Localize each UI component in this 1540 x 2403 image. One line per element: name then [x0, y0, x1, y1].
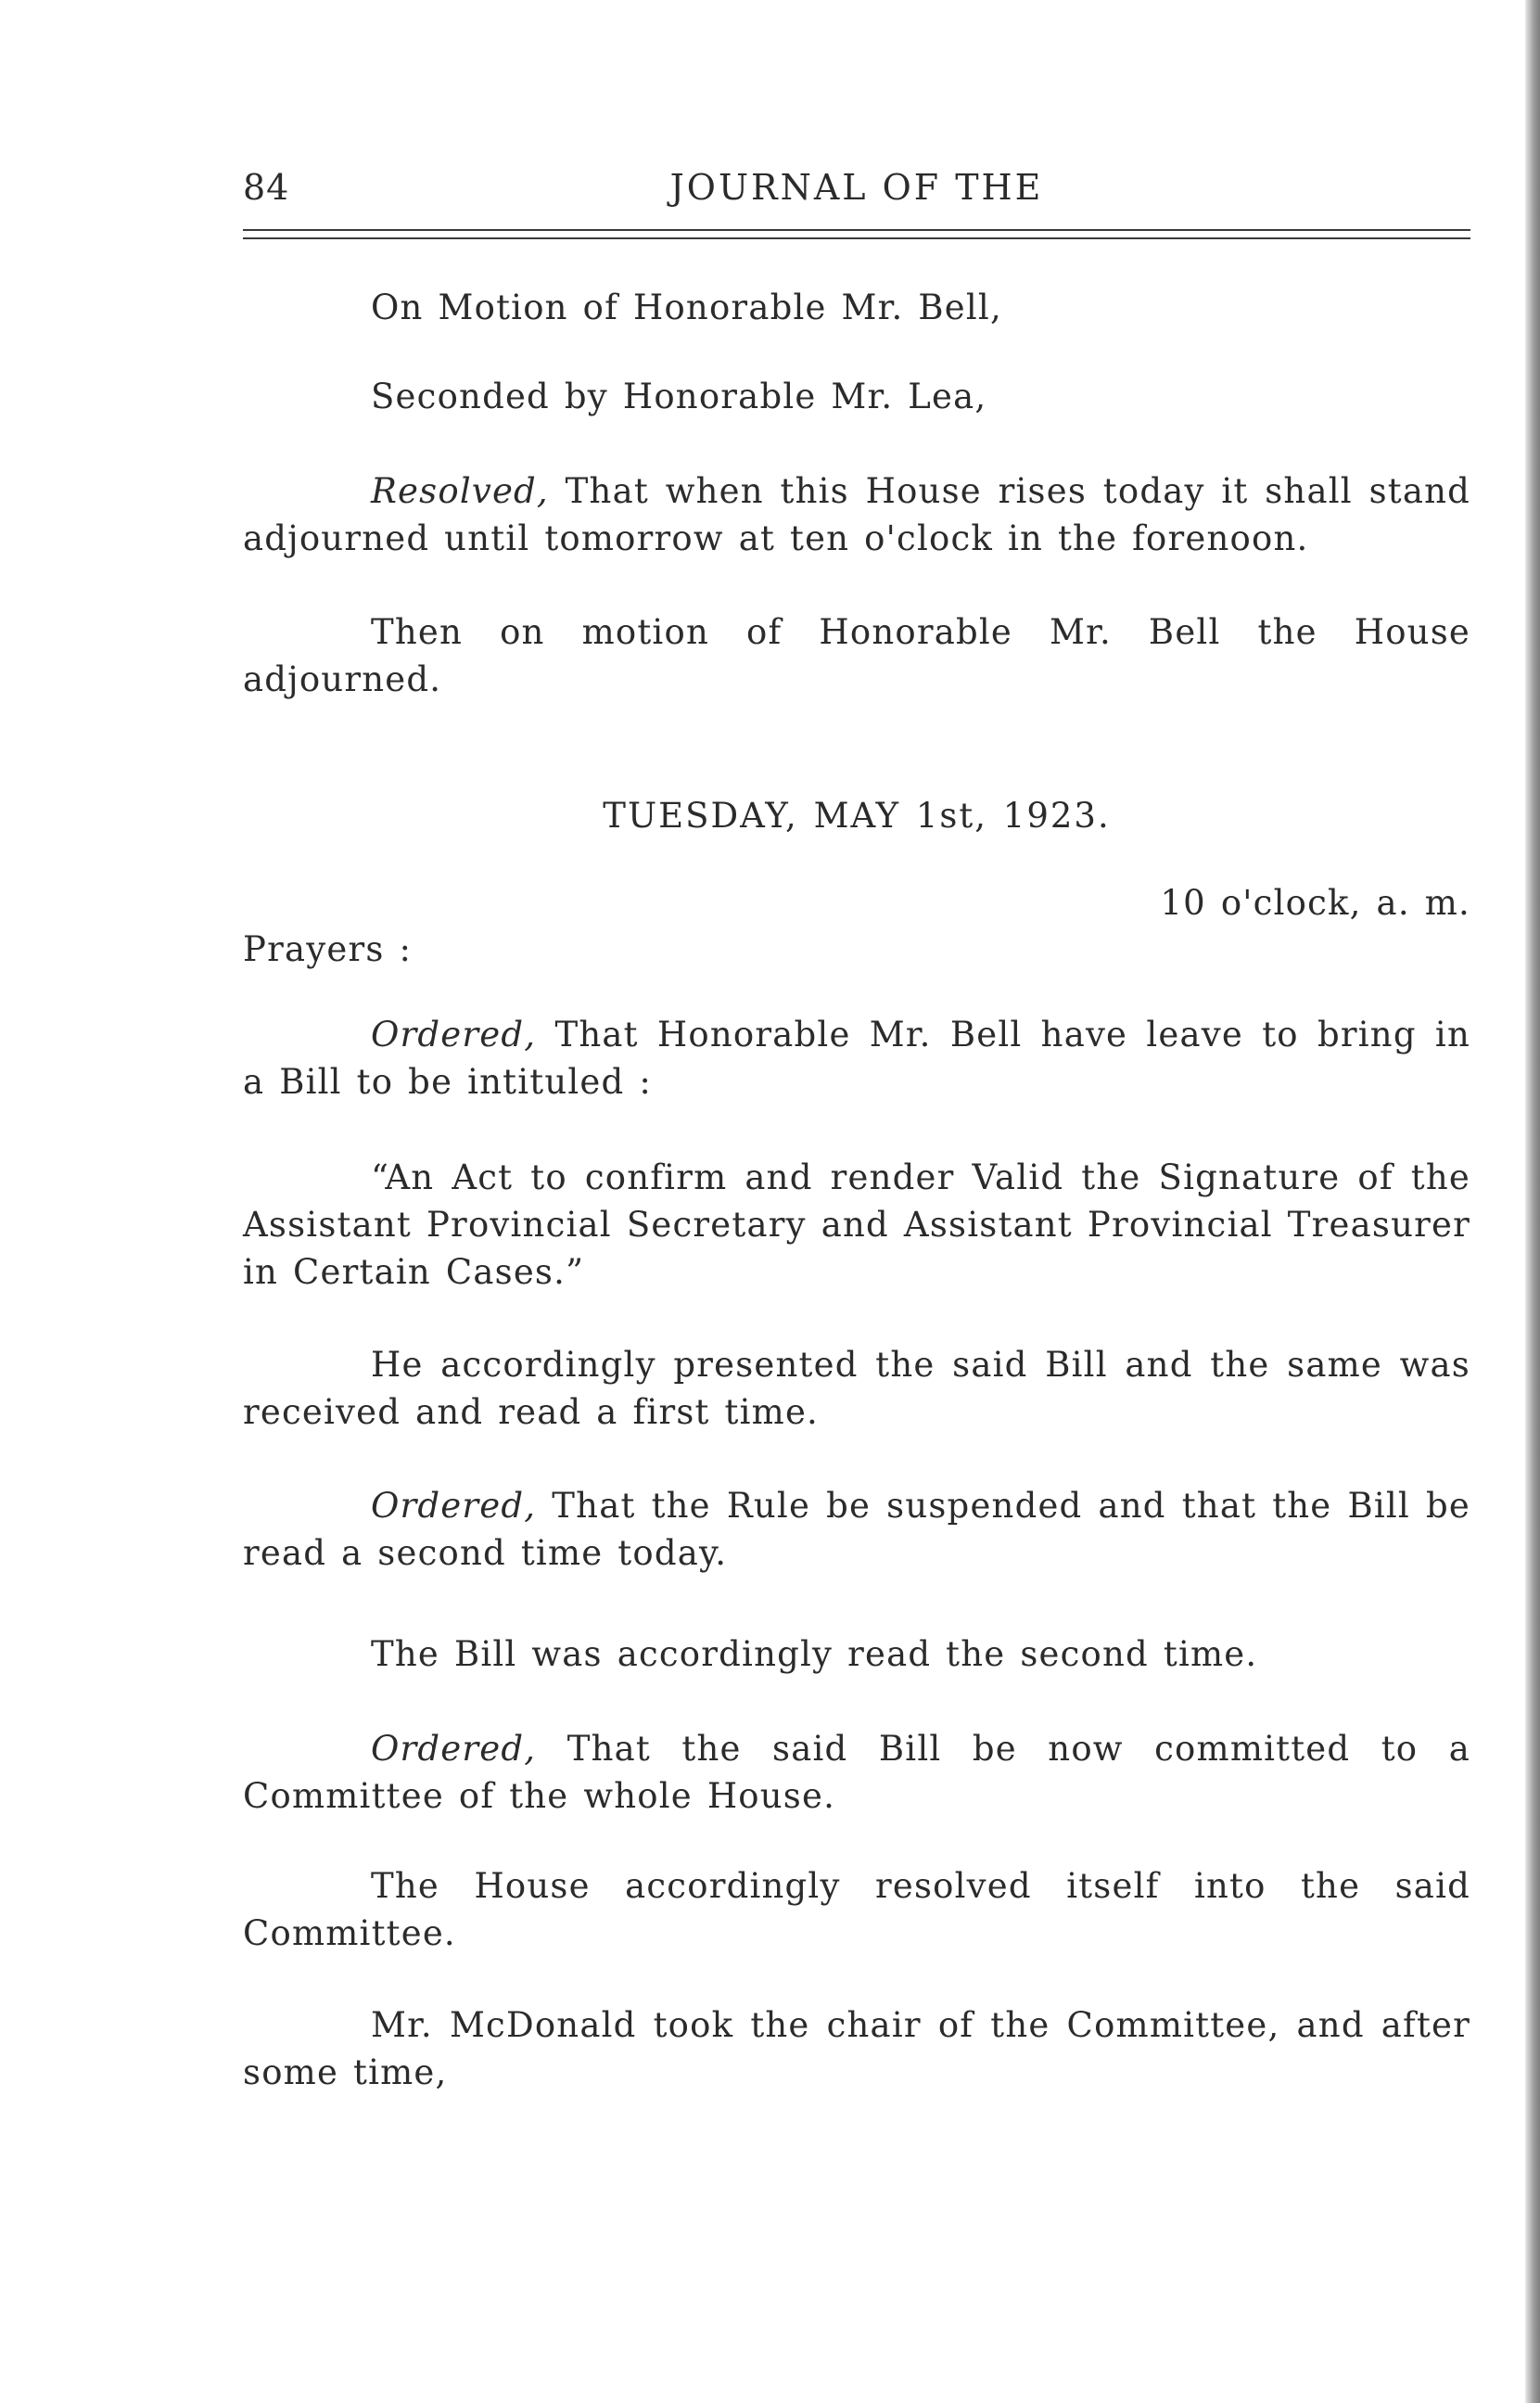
paragraph-chair	[243, 2001, 1470, 2096]
paragraph-seconded	[243, 373, 1470, 420]
paragraph-ordered-leave	[243, 1011, 1470, 1106]
paragraph-bill-title	[243, 1154, 1470, 1296]
paragraph-first-reading	[243, 1341, 1470, 1436]
header-rule-bottom	[243, 237, 1470, 239]
paragraph-prayers	[243, 926, 1470, 973]
page-number: 84	[243, 167, 290, 208]
paragraph-text: The Bill was accordingly read the second time.	[371, 1634, 1258, 1674]
paragraph-adjourned	[243, 608, 1470, 703]
header-rule-top	[243, 229, 1470, 231]
paragraph-second-reading	[243, 1630, 1470, 1678]
paragraph-text: Prayers :	[243, 929, 413, 969]
paragraph-text: He accordingly presented the said Bill and the same was received and read a first time.	[243, 1345, 1470, 1432]
paragraph-lead: Ordered,	[371, 1015, 537, 1055]
paragraph-lead: Resolved,	[371, 471, 549, 511]
date-text: TUESDAY, MAY 1st, 1923.	[603, 796, 1111, 836]
paragraph-ordered-committed	[243, 1725, 1470, 1820]
paragraph-lead: Ordered,	[371, 1729, 537, 1769]
paragraph-text: That the said Bill be now committed to a Committee of the whole House.	[243, 1729, 1470, 1816]
paragraph-resolved-committee	[243, 1862, 1470, 1957]
paragraph-ordered-rule	[243, 1482, 1470, 1577]
paragraph-text: Mr. McDonald took the chair of the Committee, and after some time,	[243, 2005, 1470, 2092]
date-heading	[243, 792, 1470, 839]
paragraph-text: “An Act to confirm and render Valid the Signature of the Assistant Provincial Secretary and Assistant Provincial Treasurer in Certain Cases.”	[243, 1157, 1470, 1292]
paragraph-text: That the Rule be suspended and that the Bill be read a second time today.	[243, 1486, 1470, 1573]
page-edge-shadow	[1525, 0, 1540, 2403]
time-line	[243, 879, 1470, 927]
paragraph-text: That Honorable Mr. Bell have leave to bring in a Bill to be intituled :	[243, 1015, 1470, 1102]
paragraph-motion	[243, 284, 1470, 331]
time-text: 10 o'clock, a. m.	[1160, 883, 1470, 923]
paragraph-text: On Motion of Honorable Mr. Bell,	[371, 288, 1002, 327]
paragraph-text: The House accordingly resolved itself into the said Committee.	[243, 1866, 1470, 1953]
page-header	[243, 167, 1470, 215]
paragraph-text: Then on motion of Honorable Mr. Bell the House adjourned.	[243, 612, 1470, 699]
paragraph-resolved	[243, 467, 1470, 562]
paragraph-text: That when this House rises today it shall stand adjourned until tomorrow at ten o'clock in the forenoon.	[243, 471, 1470, 558]
running-head: JOURNAL OF THE	[669, 167, 1044, 208]
paragraph-lead: Ordered,	[371, 1486, 537, 1526]
paragraph-text: Seconded by Honorable Mr. Lea,	[371, 377, 987, 416]
